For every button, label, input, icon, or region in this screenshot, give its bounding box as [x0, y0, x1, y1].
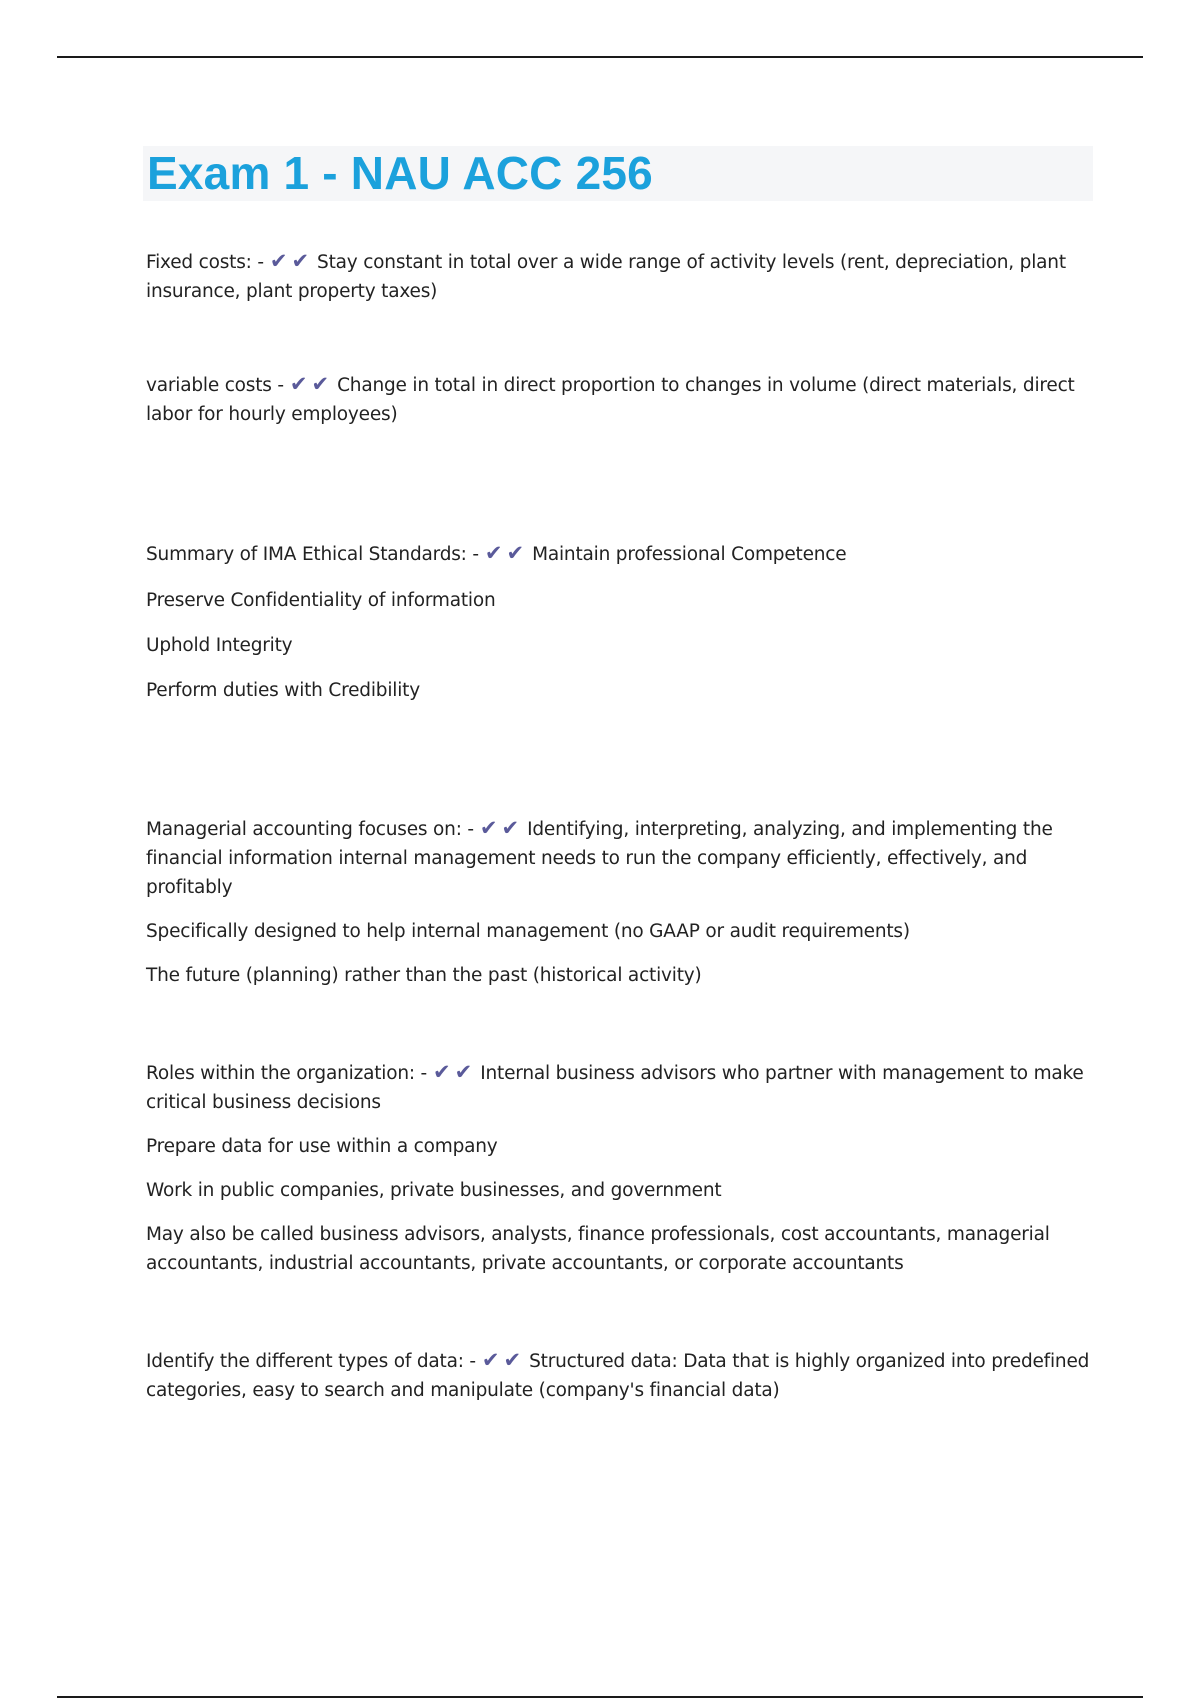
card-answer-continued: categories, easy to search and manipulate (company's financial data)	[146, 1380, 780, 1401]
card-answer-continued: profitably	[146, 877, 233, 898]
flashcard-managerial-accounting	[146, 814, 1106, 990]
card-answer: Maintain professional Competence	[532, 544, 847, 565]
card-answer: Internal business advisors who partner with management to make	[480, 1063, 1084, 1084]
card-first-line	[146, 370, 1106, 400]
flashcard-roles-within-organization	[146, 1058, 1106, 1278]
double-check-icon: ✔✔	[269, 249, 314, 273]
card-answer: Structured data: Data that is highly organized into predefined	[529, 1351, 1090, 1372]
card-term: Identify the different types of data: -	[146, 1351, 476, 1372]
card-answer-continued: insurance, plant property taxes)	[146, 281, 438, 302]
card-extra-line: Uphold Integrity	[146, 635, 293, 656]
double-check-icon: ✔✔	[481, 1348, 526, 1372]
card-answer-continued: financial information internal management needs to run the company efficiently, effectively, and	[146, 848, 1028, 869]
flashcard-types-of-data	[146, 1346, 1106, 1405]
card-extra-line: Specifically designed to help internal management (no GAAP or audit requirements)	[146, 921, 910, 942]
flashcard-variable-costs	[146, 370, 1106, 429]
bottom-rule	[57, 1696, 1143, 1698]
double-check-icon: ✔✔	[289, 372, 334, 396]
card-extra-line: The future (planning) rather than the past (historical activity)	[146, 965, 702, 986]
card-first-line	[146, 247, 1106, 277]
document-title: Exam 1 - NAU ACC 256	[147, 147, 653, 199]
card-first-line	[146, 1346, 1106, 1376]
card-first-line	[146, 539, 1106, 569]
flashcard-fixed-costs	[146, 247, 1106, 306]
flashcard-ima-ethical-standards	[146, 539, 1106, 705]
card-answer-continued: critical business decisions	[146, 1092, 381, 1113]
card-extra-line: accountants, industrial accountants, private accountants, or corporate accountants	[146, 1253, 904, 1274]
card-first-line	[146, 814, 1106, 844]
double-check-icon: ✔✔	[479, 816, 524, 840]
card-term: Fixed costs: -	[146, 252, 264, 273]
card-extra-line: May also be called business advisors, analysts, finance professionals, cost accountants, managerial	[146, 1224, 1050, 1245]
double-check-icon: ✔✔	[484, 541, 529, 565]
card-first-line	[146, 1058, 1106, 1088]
card-extra-line: Preserve Confidentiality of information	[146, 590, 496, 611]
card-answer: Change in total in direct proportion to changes in volume (direct materials, direct	[337, 375, 1075, 396]
card-extra-line: Prepare data for use within a company	[146, 1136, 498, 1157]
card-answer: Identifying, interpreting, analyzing, and implementing the	[527, 819, 1053, 840]
card-term: Summary of IMA Ethical Standards: -	[146, 544, 479, 565]
card-answer: Stay constant in total over a wide range of activity levels (rent, depreciation, plant	[317, 252, 1066, 273]
top-rule	[57, 56, 1143, 58]
card-term: variable costs -	[146, 375, 284, 396]
double-check-icon: ✔✔	[433, 1060, 477, 1084]
card-term: Roles within the organization: -	[146, 1063, 428, 1084]
card-term: Managerial accounting focuses on: -	[146, 819, 474, 840]
card-extra-line: Perform duties with Credibility	[146, 680, 420, 701]
card-extra-line: Work in public companies, private businesses, and government	[146, 1180, 722, 1201]
card-answer-continued: labor for hourly employees)	[146, 404, 398, 425]
